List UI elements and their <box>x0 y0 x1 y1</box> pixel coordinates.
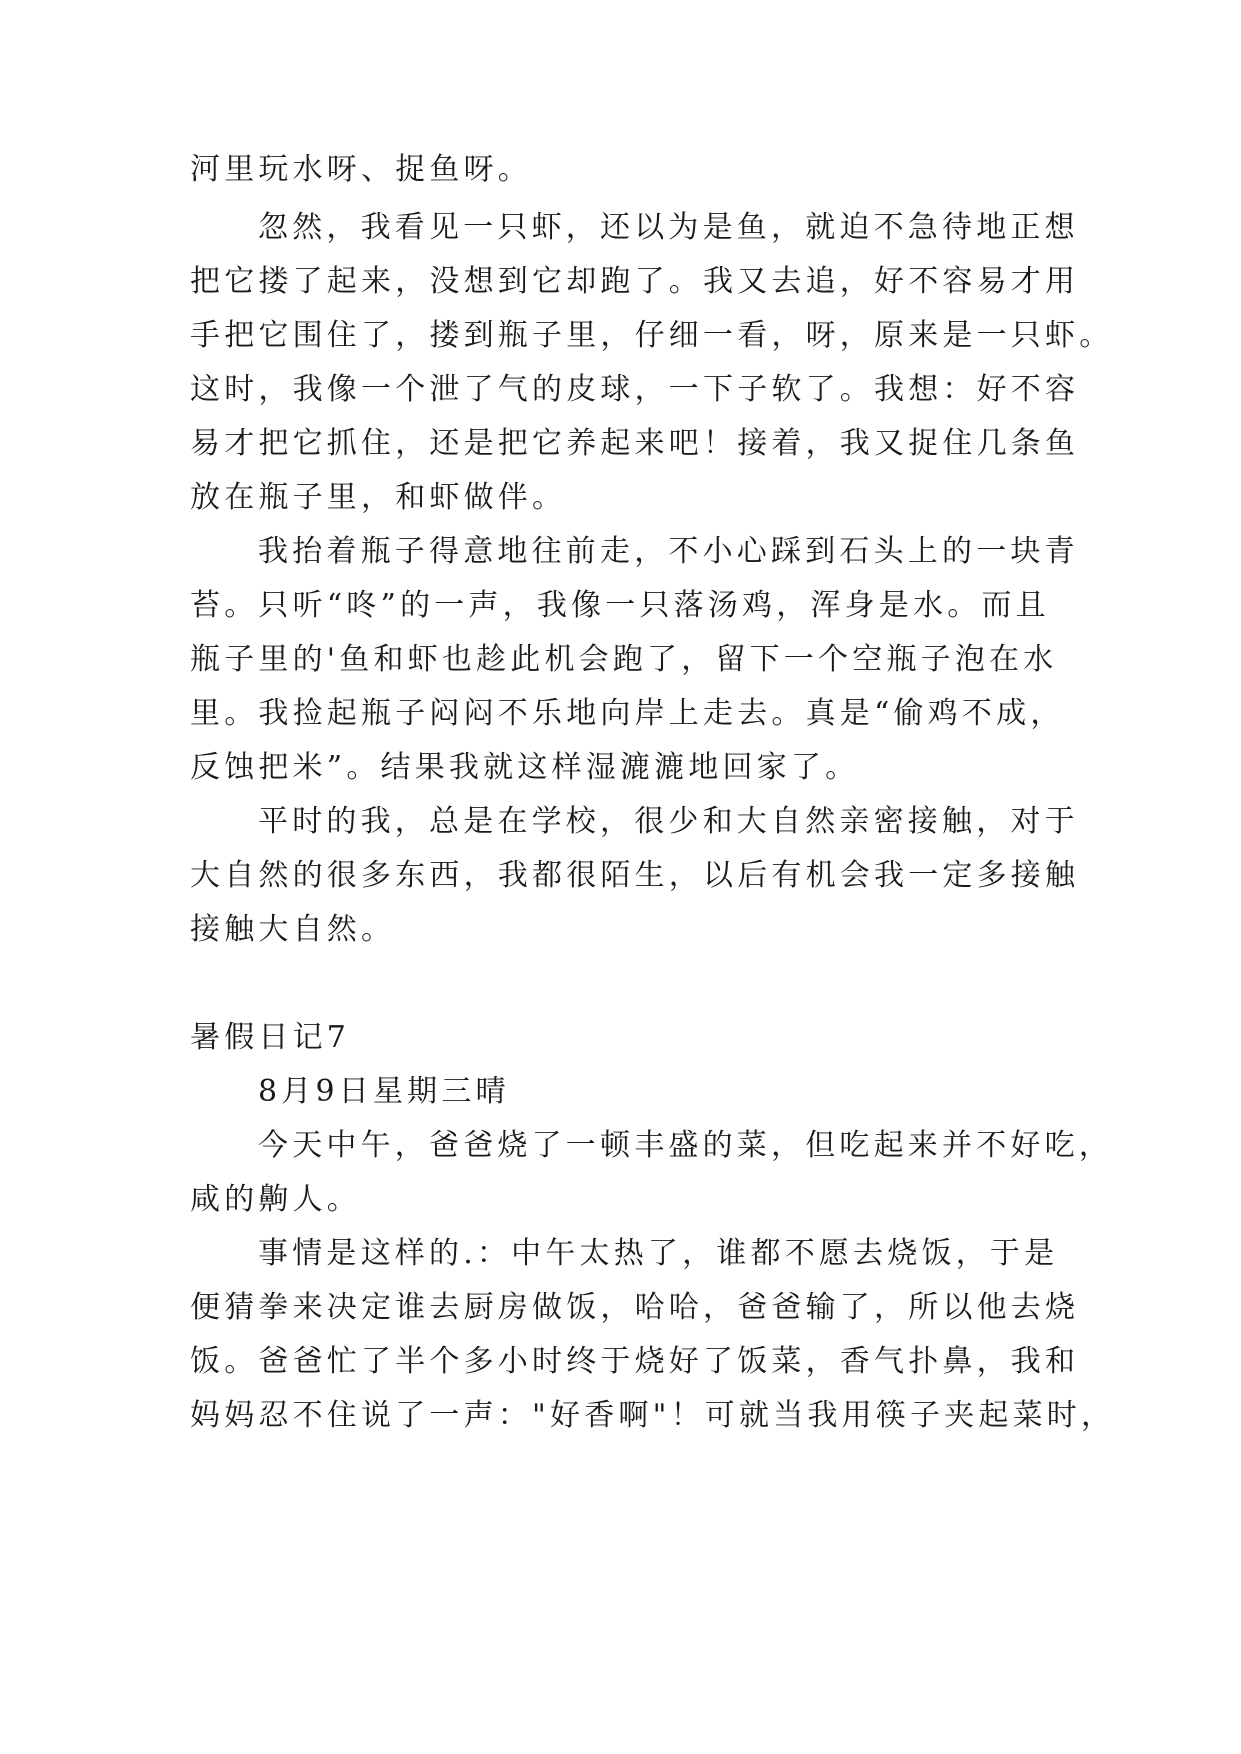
text-line: 妈妈忍不住说了一声："好香啊"！可就当我用筷子夹起菜时， <box>190 1398 1116 1433</box>
text-line: 咸的齁人。 <box>190 1182 361 1217</box>
text-line: 便猜拳来决定谁去厨房做饭，哈哈，爸爸输了，所以他去烧 <box>190 1290 1080 1325</box>
paragraph-start-line: 今天中午，爸爸烧了一顿丰盛的菜，但吃起来并不好吃， <box>258 1128 1113 1163</box>
text-line: 易才把它抓住，还是把它养起来吧！接着，我又捉住几条鱼 <box>190 426 1080 461</box>
paragraph-start-line: 忽然，我看见一只虾，还以为是鱼，就迫不急待地正想 <box>258 210 1079 245</box>
text-line: 大自然的很多东西，我都很陌生，以后有机会我一定多接触 <box>190 858 1080 893</box>
diary-date: 8月9日星期三晴 <box>258 1074 510 1109</box>
text-line: 反蚀把米”。结果我就这样湿漉漉地回家了。 <box>190 750 860 785</box>
text-line: 苔。只听“咚”的一声，我像一只落汤鸡，浑身是水。而且 <box>190 588 1050 623</box>
text-line: 接触大自然。 <box>190 912 396 947</box>
text-line: 里。我捡起瓶子闷闷不乐地向岸上走去。真是“偷鸡不成， <box>190 696 1065 731</box>
text-line: 手把它围住了，搂到瓶子里，仔细一看，呀，原来是一只虾。 <box>190 318 1114 353</box>
paragraph-start-line: 平时的我，总是在学校，很少和大自然亲密接触，对于 <box>258 804 1079 839</box>
text-line: 放在瓶子里，和虾做伴。 <box>190 480 567 515</box>
paragraph-start-line: 我抬着瓶子得意地往前走，不小心踩到石头上的一块青 <box>258 534 1079 569</box>
text-line: 饭。爸爸忙了半个多小时终于烧好了饭菜，香气扑鼻，我和 <box>190 1344 1080 1379</box>
paragraph-start-line: 事情是这样的.：中午太热了，谁都不愿去烧饭，于是 <box>258 1236 1059 1271</box>
text-line: 瓶子里的'鱼和虾也趁此机会跑了，留下一个空瓶子泡在水 <box>190 642 1058 677</box>
text-line: 这时，我像一个泄了气的皮球，一下子软了。我想：好不容 <box>190 372 1080 407</box>
text-line: 把它搂了起来，没想到它却跑了。我又去追，好不容易才用 <box>190 264 1080 299</box>
diary-title: 暑假日记7 <box>190 1020 351 1055</box>
text-line: 河里玩水呀、捉鱼呀。 <box>190 152 532 187</box>
